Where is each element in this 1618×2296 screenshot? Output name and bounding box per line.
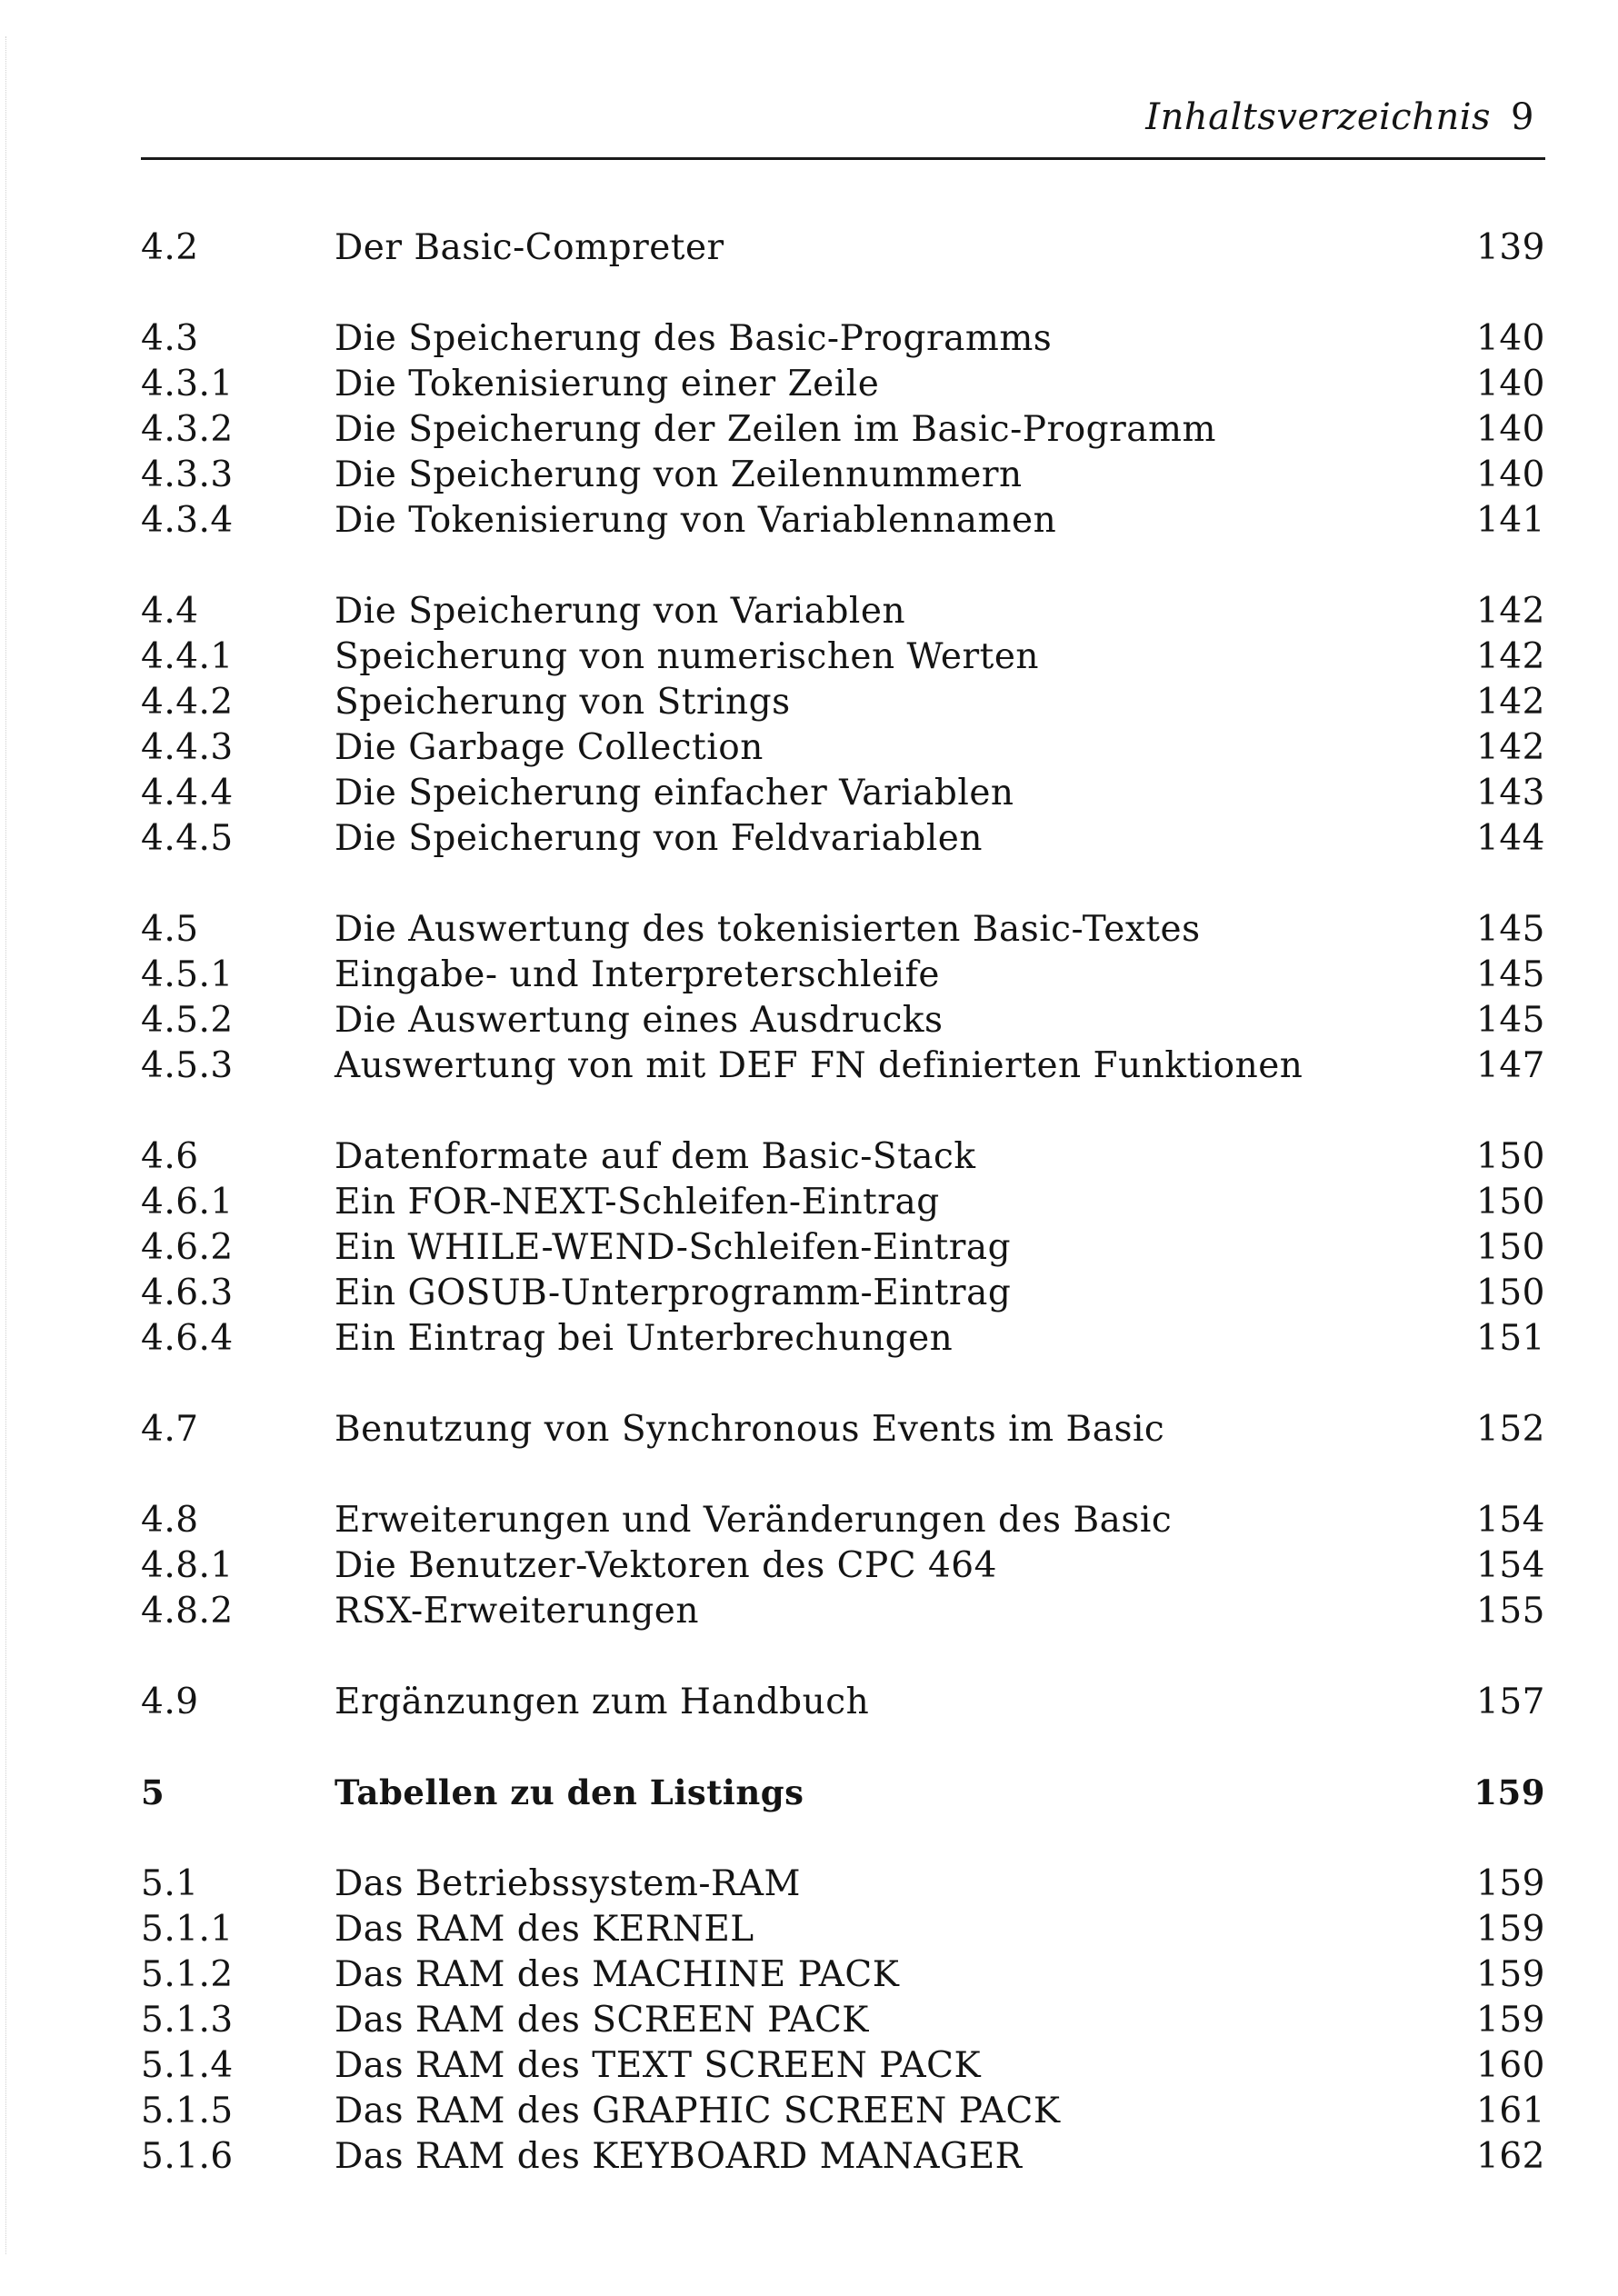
toc-row bbox=[141, 1409, 1545, 1454]
section-title: Ergänzungen zum Handbuch bbox=[335, 1682, 870, 1722]
section-page: 142 bbox=[1476, 591, 1545, 632]
section-title: Die Tokenisierung von Variablennamen bbox=[335, 500, 1057, 541]
section-number: 5.1.1 bbox=[141, 1909, 234, 1950]
section-page: 142 bbox=[1476, 682, 1545, 723]
toc-row bbox=[141, 909, 1545, 954]
section-number: 4.4.4 bbox=[141, 773, 234, 814]
section-number: 4.5.3 bbox=[141, 1045, 234, 1086]
section-number: 4.3.2 bbox=[141, 409, 234, 450]
toc-row bbox=[141, 227, 1545, 273]
toc-row bbox=[141, 1273, 1545, 1318]
section-page: 141 bbox=[1476, 500, 1545, 541]
section-page: 145 bbox=[1476, 1000, 1545, 1041]
section-page: 159 bbox=[1476, 1863, 1545, 1904]
section-title: Das RAM des KEYBOARD MANAGER bbox=[335, 2136, 1023, 2177]
toc-row bbox=[141, 1182, 1545, 1227]
section-page: 152 bbox=[1476, 1409, 1545, 1450]
toc-row bbox=[141, 954, 1545, 1000]
toc-row bbox=[141, 1318, 1545, 1363]
section-number: 5.1.2 bbox=[141, 1954, 234, 1995]
toc-row bbox=[141, 2000, 1545, 2045]
section-number: 5 bbox=[141, 1772, 165, 1812]
section-title: Die Garbage Collection bbox=[335, 727, 764, 768]
section-number: 4.5.2 bbox=[141, 1000, 234, 1041]
section-number: 4.3 bbox=[141, 318, 199, 359]
section-number: 4.3.1 bbox=[141, 364, 234, 404]
section-number: 4.8 bbox=[141, 1500, 199, 1541]
section-page: 162 bbox=[1476, 2136, 1545, 2177]
section-page: 147 bbox=[1476, 1045, 1545, 1086]
toc-row bbox=[141, 1136, 1545, 1182]
section-page: 155 bbox=[1476, 1591, 1545, 1632]
section-number: 4.4 bbox=[141, 591, 199, 632]
section-title: RSX-Erweiterungen bbox=[335, 1591, 699, 1632]
toc-row bbox=[141, 1909, 1545, 1954]
section-title: Das RAM des SCREEN PACK bbox=[335, 2000, 869, 2041]
toc-row bbox=[141, 1863, 1545, 1909]
section-number: 4.2 bbox=[141, 227, 199, 268]
section-page: 144 bbox=[1476, 818, 1545, 859]
section-title: Auswertung von mit DEF FN definierten Funktionen bbox=[335, 1045, 1303, 1086]
section-page: 151 bbox=[1476, 1318, 1545, 1359]
header-title: Inhaltsverzeichnis bbox=[1145, 96, 1492, 138]
section-title: Die Auswertung eines Ausdrucks bbox=[335, 1000, 944, 1041]
section-title: Die Speicherung einfacher Variablen bbox=[335, 773, 1014, 814]
toc-row bbox=[141, 682, 1545, 727]
toc-row bbox=[141, 1045, 1545, 1091]
section-title: Die Speicherung von Variablen bbox=[335, 591, 906, 632]
section-page: 145 bbox=[1476, 954, 1545, 995]
section-number: 4.4.1 bbox=[141, 636, 234, 677]
toc-row bbox=[141, 1954, 1545, 2000]
toc-row bbox=[141, 454, 1545, 500]
toc-row bbox=[141, 2045, 1545, 2091]
section-number: 4.4.3 bbox=[141, 727, 234, 768]
section-number: 4.5.1 bbox=[141, 954, 234, 995]
section-page: 159 bbox=[1476, 2000, 1545, 2041]
section-title: Eingabe- und Interpreterschleife bbox=[335, 954, 941, 995]
section-page: 150 bbox=[1476, 1182, 1545, 1223]
section-number: 4.6 bbox=[141, 1136, 199, 1177]
section-title: Die Speicherung des Basic-Programms bbox=[335, 318, 1053, 359]
section-page: 157 bbox=[1476, 1682, 1545, 1722]
section-title: Die Benutzer-Vektoren des CPC 464 bbox=[335, 1545, 997, 1586]
toc-chapter-row bbox=[141, 1772, 1545, 1818]
toc-row bbox=[141, 500, 1545, 545]
section-page: 150 bbox=[1476, 1136, 1545, 1177]
section-page: 154 bbox=[1476, 1545, 1545, 1586]
section-number: 4.4.5 bbox=[141, 818, 234, 859]
section-page: 159 bbox=[1476, 1909, 1545, 1950]
toc-row bbox=[141, 727, 1545, 773]
section-number: 5.1.4 bbox=[141, 2045, 234, 2086]
section-page: 150 bbox=[1476, 1227, 1545, 1268]
toc-row bbox=[141, 1682, 1545, 1727]
section-page: 159 bbox=[1476, 1954, 1545, 1995]
section-title: Die Speicherung der Zeilen im Basic-Programm bbox=[335, 409, 1216, 450]
toc-row bbox=[141, 636, 1545, 682]
section-page: 140 bbox=[1476, 318, 1545, 359]
scan-edge-mark bbox=[5, 36, 7, 2254]
section-page: 140 bbox=[1476, 364, 1545, 404]
section-title: Ein Eintrag bei Unterbrechungen bbox=[335, 1318, 954, 1359]
toc-row bbox=[141, 1591, 1545, 1636]
toc-row bbox=[141, 818, 1545, 863]
section-number: 4.4.2 bbox=[141, 682, 234, 723]
section-title: Ein WHILE-WEND-Schleifen-Eintrag bbox=[335, 1227, 1012, 1268]
section-title: Das RAM des TEXT SCREEN PACK bbox=[335, 2045, 982, 2086]
section-title: Speicherung von Strings bbox=[335, 682, 791, 723]
section-number: 4.8.2 bbox=[141, 1591, 234, 1632]
section-title: Ein FOR-NEXT-Schleifen-Eintrag bbox=[335, 1182, 940, 1223]
section-page: 139 bbox=[1476, 227, 1545, 268]
toc-row bbox=[141, 1227, 1545, 1273]
section-title: Ein GOSUB-Unterprogramm-Eintrag bbox=[335, 1273, 1012, 1313]
section-number: 4.5 bbox=[141, 909, 199, 950]
section-page: 140 bbox=[1476, 454, 1545, 495]
toc-row bbox=[141, 1545, 1545, 1591]
header-page-number: 9 bbox=[1511, 96, 1534, 138]
section-page: 142 bbox=[1476, 727, 1545, 768]
section-title: Das RAM des GRAPHIC SCREEN PACK bbox=[335, 2091, 1061, 2131]
section-number: 5.1.6 bbox=[141, 2136, 234, 2177]
toc-row bbox=[141, 2136, 1545, 2181]
section-title: Die Auswertung des tokenisierten Basic-Textes bbox=[335, 909, 1201, 950]
section-title: Benutzung von Synchronous Events im Basic bbox=[335, 1409, 1165, 1450]
section-number: 4.6.3 bbox=[141, 1273, 234, 1313]
section-title: Die Speicherung von Feldvariablen bbox=[335, 818, 983, 859]
header-text bbox=[1145, 96, 1534, 138]
section-number: 4.3.4 bbox=[141, 500, 234, 541]
toc-row bbox=[141, 318, 1545, 364]
section-number: 4.9 bbox=[141, 1682, 199, 1722]
section-page: 145 bbox=[1476, 909, 1545, 950]
section-number: 4.3.3 bbox=[141, 454, 234, 495]
toc-row bbox=[141, 409, 1545, 454]
section-title: Tabellen zu den Listings bbox=[335, 1772, 804, 1812]
toc-row bbox=[141, 591, 1545, 636]
section-title: Datenformate auf dem Basic-Stack bbox=[335, 1136, 976, 1177]
section-number: 4.6.2 bbox=[141, 1227, 234, 1268]
section-title: Erweiterungen und Veränderungen des Basic bbox=[335, 1500, 1173, 1541]
toc-row bbox=[141, 2091, 1545, 2136]
section-page: 142 bbox=[1476, 636, 1545, 677]
running-header bbox=[141, 80, 1545, 153]
section-title: Der Basic-Compreter bbox=[335, 227, 724, 268]
section-page: 161 bbox=[1476, 2091, 1545, 2131]
section-title: Das RAM des KERNEL bbox=[335, 1909, 754, 1950]
section-title: Die Speicherung von Zeilennummern bbox=[335, 454, 1023, 495]
section-number: 5.1.3 bbox=[141, 2000, 234, 2041]
toc-row bbox=[141, 1000, 1545, 1045]
header-rule bbox=[141, 157, 1545, 160]
toc-row bbox=[141, 364, 1545, 409]
toc-row bbox=[141, 1500, 1545, 1545]
section-number: 4.7 bbox=[141, 1409, 199, 1450]
section-number: 4.6.1 bbox=[141, 1182, 234, 1223]
section-title: Das RAM des MACHINE PACK bbox=[335, 1954, 900, 1995]
section-page: 160 bbox=[1476, 2045, 1545, 2086]
toc-row bbox=[141, 773, 1545, 818]
section-number: 5.1.5 bbox=[141, 2091, 234, 2131]
section-title: Das Betriebssystem-RAM bbox=[335, 1863, 801, 1904]
section-page: 143 bbox=[1476, 773, 1545, 814]
section-title: Speicherung von numerischen Werten bbox=[335, 636, 1040, 677]
section-number: 4.8.1 bbox=[141, 1545, 234, 1586]
section-title: Die Tokenisierung einer Zeile bbox=[335, 364, 880, 404]
section-number: 5.1 bbox=[141, 1863, 199, 1904]
section-page: 159 bbox=[1473, 1772, 1545, 1812]
section-page: 150 bbox=[1476, 1273, 1545, 1313]
section-page: 154 bbox=[1476, 1500, 1545, 1541]
section-number: 4.6.4 bbox=[141, 1318, 234, 1359]
section-page: 140 bbox=[1476, 409, 1545, 450]
